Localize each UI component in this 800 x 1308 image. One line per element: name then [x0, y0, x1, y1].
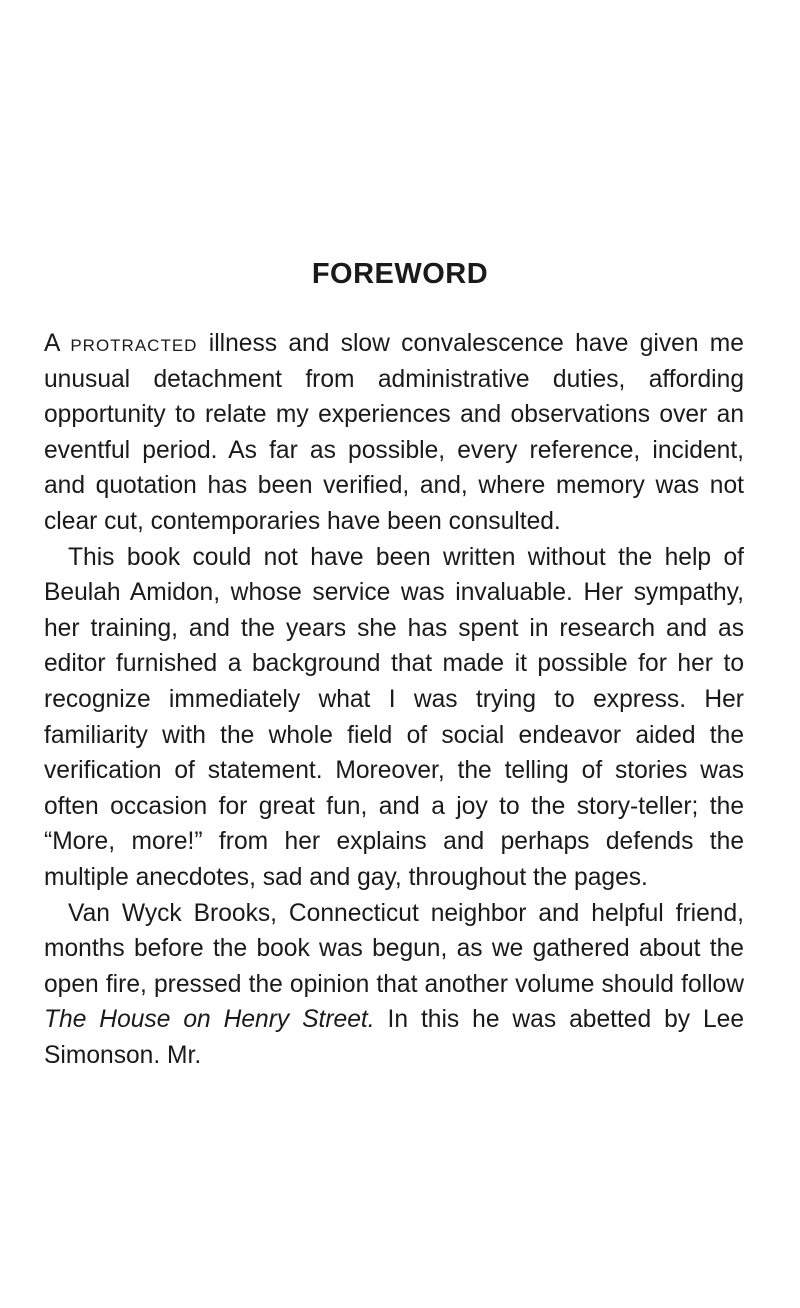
foreword-body: [44, 326, 744, 1073]
book-title: The House on Henry Street.: [44, 1006, 375, 1034]
paragraph-1-text: illness and slow convalescence have given me unusual detachment from administrative duties, affording opportunity to relate my experiences and observations over an eventful period. As far as possible, every reference, incident, and quotation has been verified, and, where memory was not clear cut, contemporaries have been consulted.: [44, 330, 744, 535]
paragraph-3-before-title: Van Wyck Brooks, Connecticut neighbor and helpful friend, months before the book was begun, as we gathered about the open fire, pressed the opinion that another volume should follow: [44, 899, 744, 998]
paragraph-3: [44, 896, 744, 1074]
paragraph-2: This book could not have been written without the help of Beulah Amidon, whose service was invaluable. Her sympathy, her training, and the years she has spent in research and as editor furnished a background that made it possible for her to recognize immediately what I was trying to express. Her familiarity with the whole field of social endeavor aided the verification of statement. Moreover, the telling of stories was often occasion for great fun, and a joy to the story-teller; the “More, more!” from her explains and perhaps defends the multiple anecdotes, sad and gay, throughout the pages.: [44, 543, 744, 891]
paragraph-1: [44, 326, 744, 540]
lead-smallcaps: protracted: [70, 330, 198, 357]
lead-initial: A: [44, 330, 60, 357]
page-title: FOREWORD: [311, 258, 489, 290]
paragraph-3-after-title: In this he was abetted by Lee Simonson. Mr.: [44, 1006, 744, 1069]
